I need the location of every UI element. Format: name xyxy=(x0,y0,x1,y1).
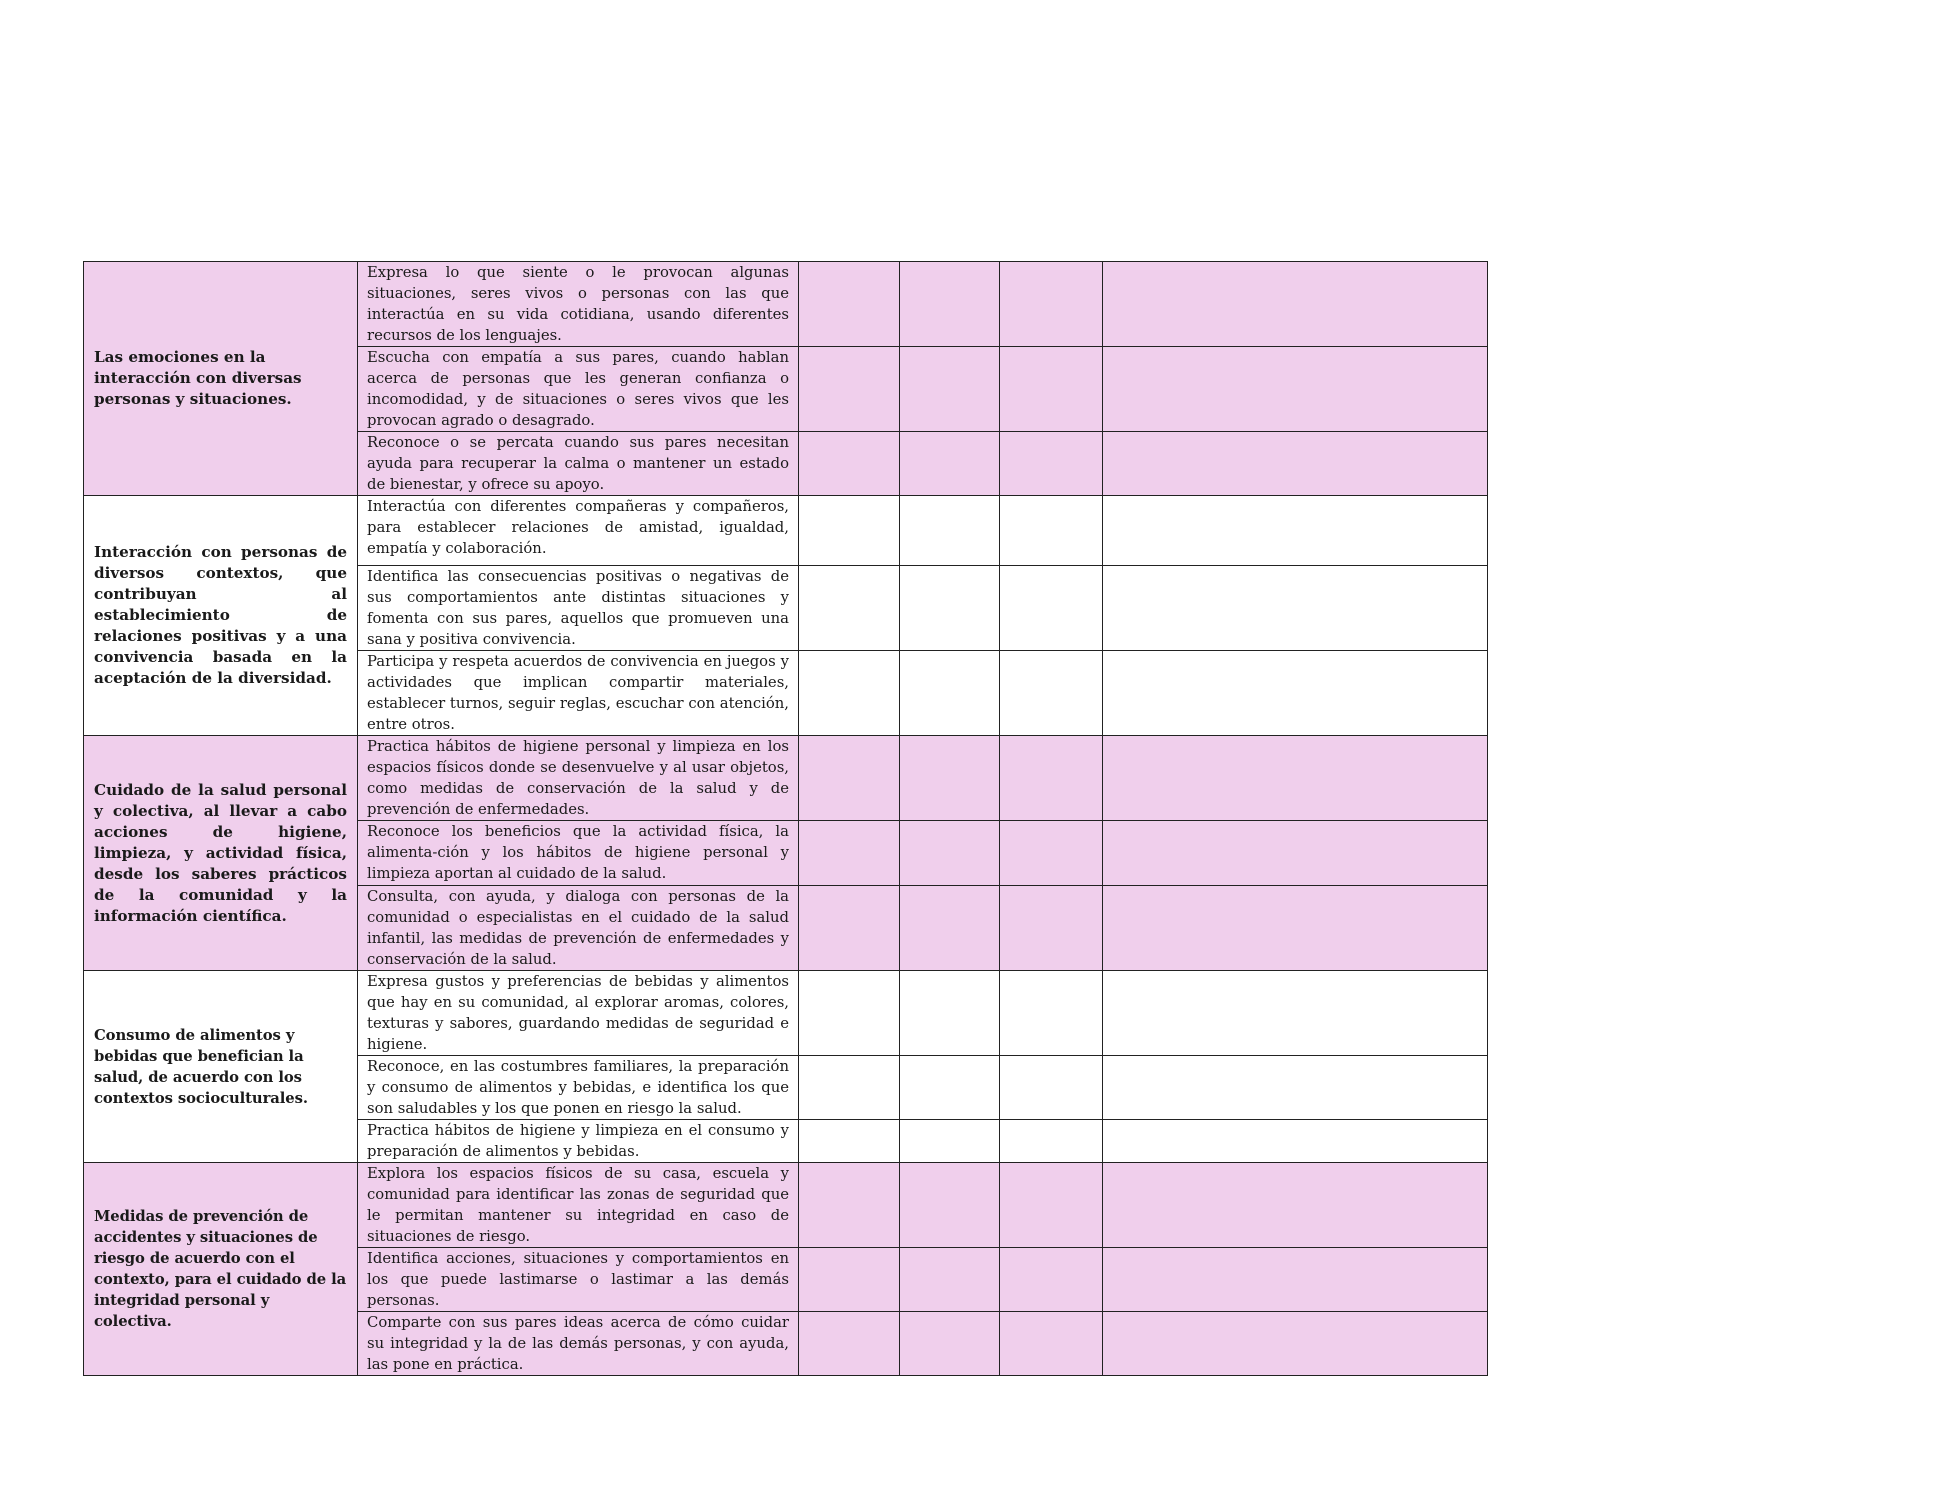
evaluation-cell[interactable] xyxy=(799,1312,900,1376)
table-row xyxy=(84,736,1488,821)
indicator-cell: Reconoce o se percata cuando sus pares necesitan ayuda para recuperar la calma o mantener un estado de bienestar, y ofrece su apoyo. xyxy=(358,432,799,496)
observations-cell[interactable] xyxy=(1103,971,1488,1056)
evaluation-cell[interactable] xyxy=(1000,1163,1103,1248)
indicator-cell: Consulta, con ayuda, y dialoga con personas de la comunidad o especialistas en el cuidado de la salud infantil, las medidas de prevención de enfermedades y conservación de la salud. xyxy=(358,886,799,971)
evaluation-cell[interactable] xyxy=(799,1056,900,1120)
evaluation-cell[interactable] xyxy=(1000,821,1103,886)
table-row xyxy=(84,496,1488,566)
evaluation-cell[interactable] xyxy=(1000,347,1103,432)
evaluation-cell[interactable] xyxy=(799,736,900,821)
observations-cell[interactable] xyxy=(1103,432,1488,496)
indicator-cell: Escucha con empatía a sus pares, cuando hablan acerca de personas que les generan confianza o incomodidad, y de situaciones o seres vivos que les provocan agrado o desagrado. xyxy=(358,347,799,432)
evaluation-cell[interactable] xyxy=(799,971,900,1056)
indicator-cell: Identifica acciones, situaciones y comportamientos en los que puede lastimarse o lastimar a las demás personas. xyxy=(358,1248,799,1312)
evaluation-cell[interactable] xyxy=(799,566,900,651)
evaluation-cell[interactable] xyxy=(900,432,1000,496)
indicator-cell: Expresa lo que siente o le provocan algunas situaciones, seres vivos o personas con las que interactúa en su vida cotidiana, usando diferentes recursos de los lenguajes. xyxy=(358,262,799,347)
indicator-cell: Reconoce los beneficios que la actividad física, la alimenta-ción y los hábitos de higiene personal y limpieza aportan al cuidado de la salud. xyxy=(358,821,799,886)
indicator-cell: Interactúa con diferentes compañeras y compañeros, para establecer relaciones de amistad, igualdad, empatía y colaboración. xyxy=(358,496,799,566)
evaluation-cell[interactable] xyxy=(900,886,1000,971)
evaluation-cell[interactable] xyxy=(1000,262,1103,347)
evaluation-cell[interactable] xyxy=(1000,1248,1103,1312)
observations-cell[interactable] xyxy=(1103,1163,1488,1248)
evaluation-cell[interactable] xyxy=(1000,496,1103,566)
observations-cell[interactable] xyxy=(1103,886,1488,971)
evaluation-cell[interactable] xyxy=(1000,432,1103,496)
evaluation-cell[interactable] xyxy=(1000,1120,1103,1163)
topic-cell: Las emociones en la interacción con diversas personas y situaciones. xyxy=(84,262,358,496)
evaluation-cell[interactable] xyxy=(900,1056,1000,1120)
evaluation-cell[interactable] xyxy=(799,1120,900,1163)
observations-cell[interactable] xyxy=(1103,1120,1488,1163)
evaluation-cell[interactable] xyxy=(1000,1312,1103,1376)
evaluation-cell[interactable] xyxy=(900,262,1000,347)
evaluation-cell[interactable] xyxy=(900,1120,1000,1163)
evaluation-cell[interactable] xyxy=(900,1163,1000,1248)
observations-cell[interactable] xyxy=(1103,496,1488,566)
indicator-cell: Practica hábitos de higiene y limpieza en el consumo y preparación de alimentos y bebidas. xyxy=(358,1120,799,1163)
evaluation-cell[interactable] xyxy=(799,262,900,347)
indicator-cell: Participa y respeta acuerdos de convivencia en juegos y actividades que implican compartir materiales, establecer turnos, seguir reglas, escuchar con atención, entre otros. xyxy=(358,651,799,736)
evaluation-cell[interactable] xyxy=(1000,651,1103,736)
evaluation-cell[interactable] xyxy=(900,736,1000,821)
indicator-cell: Reconoce, en las costumbres familiares, la preparación y consumo de alimentos y bebidas, e identifica los que son saludables y los que ponen en riesgo la salud. xyxy=(358,1056,799,1120)
indicator-cell: Expresa gustos y preferencias de bebidas y alimentos que hay en su comunidad, al explorar aromas, colores, texturas y sabores, guardando medidas de seguridad e higiene. xyxy=(358,971,799,1056)
indicator-cell: Practica hábitos de higiene personal y limpieza en los espacios físicos donde se desenvuelve y al usar objetos, como medidas de conservación de la salud y de prevención de enfermedades. xyxy=(358,736,799,821)
observations-cell[interactable] xyxy=(1103,821,1488,886)
observations-cell[interactable] xyxy=(1103,1248,1488,1312)
table-row xyxy=(84,1163,1488,1248)
topic-cell: Cuidado de la salud personal y colectiva, al llevar a cabo acciones de higiene, limpieza, y actividad física, desde los saberes prácticos de la comunidad y la información científica. xyxy=(84,736,358,971)
topic-cell: Medidas de prevención de accidentes y situaciones de riesgo de acuerdo con el contexto, para el cuidado de la integridad personal y colectiva. xyxy=(84,1163,358,1376)
observations-cell[interactable] xyxy=(1103,566,1488,651)
indicator-cell: Comparte con sus pares ideas acerca de cómo cuidar su integridad y la de las demás personas, y con ayuda, las pone en práctica. xyxy=(358,1312,799,1376)
evaluation-cell[interactable] xyxy=(1000,886,1103,971)
observations-cell[interactable] xyxy=(1103,262,1488,347)
indicator-cell: Identifica las consecuencias positivas o negativas de sus comportamientos ante distintas situaciones y fomenta con sus pares, aquellos que promueven una sana y positiva convivencia. xyxy=(358,566,799,651)
indicator-cell: Explora los espacios físicos de su casa, escuela y comunidad para identificar las zonas de seguridad que le permitan mantener su integridad en caso de situaciones de riesgo. xyxy=(358,1163,799,1248)
evaluation-cell[interactable] xyxy=(900,1248,1000,1312)
evaluation-cell[interactable] xyxy=(1000,971,1103,1056)
evaluation-cell[interactable] xyxy=(900,651,1000,736)
evaluation-rubric-table xyxy=(83,261,1488,1376)
table-row xyxy=(84,971,1488,1056)
evaluation-cell[interactable] xyxy=(799,432,900,496)
evaluation-cell[interactable] xyxy=(900,496,1000,566)
observations-cell[interactable] xyxy=(1103,1056,1488,1120)
evaluation-cell[interactable] xyxy=(1000,566,1103,651)
evaluation-cell[interactable] xyxy=(799,886,900,971)
evaluation-cell[interactable] xyxy=(799,1163,900,1248)
observations-cell[interactable] xyxy=(1103,736,1488,821)
topic-cell: Interacción con personas de diversos contextos, que contribuyan al establecimiento de relaciones positivas y a una convivencia basada en la aceptación de la diversidad. xyxy=(84,496,358,736)
evaluation-cell[interactable] xyxy=(1000,736,1103,821)
evaluation-cell[interactable] xyxy=(900,821,1000,886)
evaluation-cell[interactable] xyxy=(799,496,900,566)
evaluation-cell[interactable] xyxy=(900,347,1000,432)
evaluation-cell[interactable] xyxy=(1000,1056,1103,1120)
observations-cell[interactable] xyxy=(1103,651,1488,736)
table-row xyxy=(84,262,1488,347)
evaluation-cell[interactable] xyxy=(799,821,900,886)
evaluation-cell[interactable] xyxy=(799,651,900,736)
topic-cell: Consumo de alimentos y bebidas que benefician la salud, de acuerdo con los contextos socioculturales. xyxy=(84,971,358,1163)
observations-cell[interactable] xyxy=(1103,1312,1488,1376)
observations-cell[interactable] xyxy=(1103,347,1488,432)
evaluation-cell[interactable] xyxy=(900,971,1000,1056)
evaluation-cell[interactable] xyxy=(900,1312,1000,1376)
evaluation-cell[interactable] xyxy=(799,1248,900,1312)
evaluation-cell[interactable] xyxy=(900,566,1000,651)
evaluation-cell[interactable] xyxy=(799,347,900,432)
